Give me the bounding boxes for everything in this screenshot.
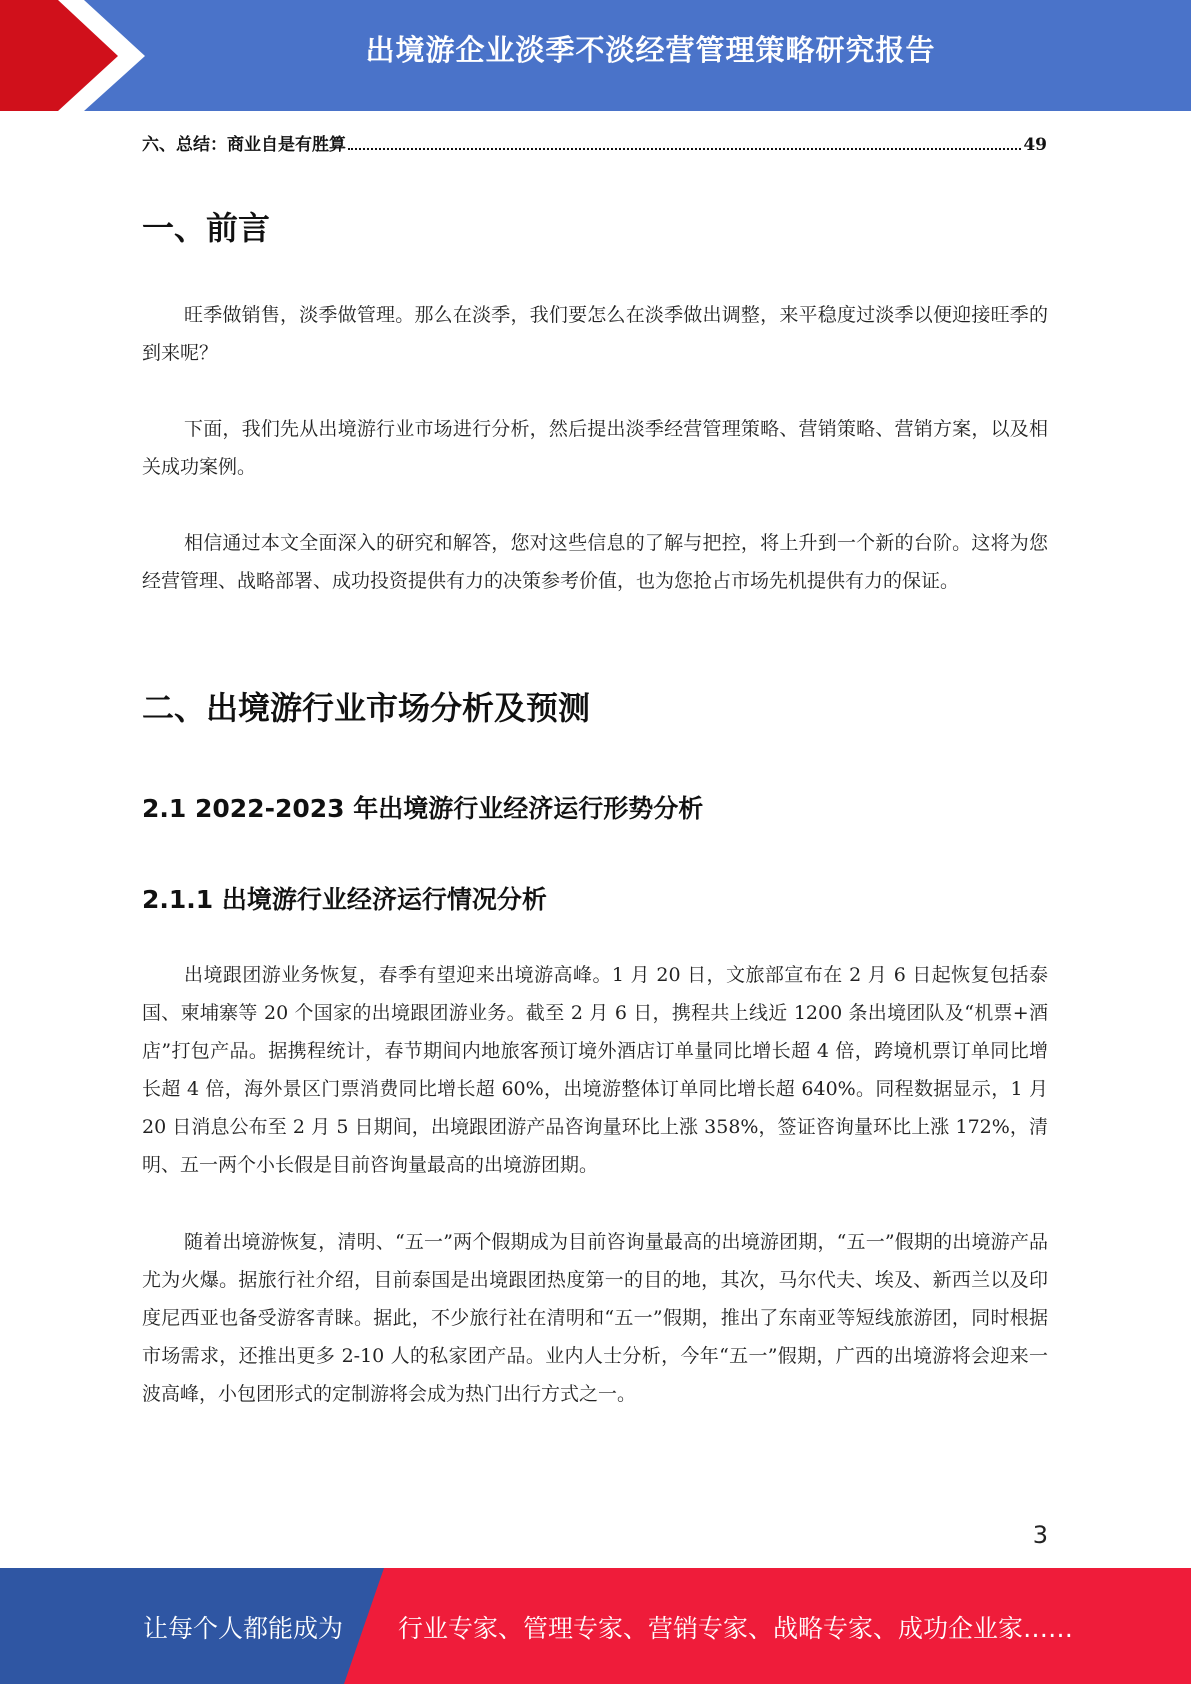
heading-2-1-1: 2.1.1 出境游行业经济运行情况分析 [142,885,547,914]
footer-slogan-right: 行业专家、管理专家、营销专家、战略专家、成功企业家…… [398,1614,1074,1643]
page-number: 3 [1032,1521,1048,1549]
heading-market-analysis: 二、出境游行业市场分析及预测 [142,689,591,727]
market-paragraph-2: 随着出境游恢复，清明、“五一”两个假期成为目前咨询量最高的出境游团期，“五一”假期的出境游产品尤为火爆。据旅行社介绍，目前泰国是出境跟团热度第一的目的地，其次，马尔代夫、埃及、新西兰以及印度尼西亚也备受游客青睐。据此，不少旅行社在清明和“五一”假期，推出了东南亚等短线旅游团，同时根据市场需求，还推出更多 2-10 人的私家团产品。业内人士分析，今年“五一”假期，广西的出境游将会迎来一波高峰，小包团形式的定制游将会成为热门出行方式之一。 [142,1231,1048,1405]
toc-leader-dots [348,148,1021,150]
heading-preface: 一、前言 [142,209,271,247]
report-title: 出境游企业淡季不淡经营管理策略研究报告 [365,33,936,67]
market-paragraph-1: 出境跟团游业务恢复，春季有望迎来出境游高峰。1 月 20 日，文旅部宣布在 2 月 6 日起恢复包括泰国、柬埔寨等 20 个国家的出境跟团游业务。截至 2 月 6 日，携程共上线近 1200 条出境团队及“机票+酒店”打包产品。据携程统计，春节期间内地旅客预订境外酒店订单量同比增长超 4 倍，跨境机票订单同比增长超 4 倍，海外景区门票消费同比增长超 60%，出境游整体订单同比增长超 640%。同程数据显示，1 月 20 日消息公布至 2 月 5 日期间，出境跟团游产品咨询量环比上涨 358%，签证咨询量环比上涨 172%，清明、五一两个小长假是目前咨询量最高的出境游团期。 [142,964,1048,1176]
heading-2-1: 2.1 2022-2023 年出境游行业经济运行形势分析 [142,794,704,823]
preface-paragraph-3: 相信通过本文全面深入的研究和解答，您对这些信息的了解与把控，将上升到一个新的台阶。这将为您经营管理、战略部署、成功投资提供有力的决策参考价值，也为您抢占市场先机提供有力的保证。 [142,532,1048,592]
page-footer [0,1568,1191,1684]
footer-slogan-left: 让每个人都能成为 [143,1614,344,1643]
page-header [0,0,1191,111]
toc-entry-label: 六、总结：商业自是有胜算 [142,135,346,155]
toc-entry[interactable] [142,130,1047,155]
preface-paragraph-1: 旺季做销售，淡季做管理。那么在淡季，我们要怎么在淡季做出调整，来平稳度过淡季以便迎接旺季的到来呢？ [142,304,1048,364]
toc-entry-page: 49 [1023,135,1047,155]
preface-paragraph-2: 下面，我们先从出境游行业市场进行分析，然后提出淡季经营管理策略、营销策略、营销方案，以及相关成功案例。 [142,418,1048,478]
